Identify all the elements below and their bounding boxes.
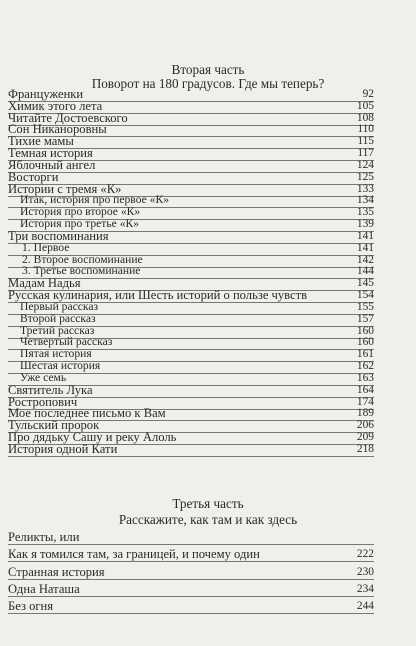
toc-entry xyxy=(8,530,374,544)
toc-entry-title: Пятая история xyxy=(20,347,92,361)
toc-entry-title: Восторги xyxy=(8,169,59,184)
toc-entry-title: Как я томился там, за границей, и почему один xyxy=(8,547,260,562)
toc-entry-title: Итак, история про первое «К» xyxy=(20,193,169,207)
toc-entry-title: Шестая история xyxy=(20,359,101,373)
toc-underline xyxy=(8,544,374,545)
toc-entry-page: 135 xyxy=(356,206,374,219)
toc-underline xyxy=(8,579,374,580)
toc-entry-page: 117 xyxy=(357,147,374,160)
toc-entry-page: 244 xyxy=(356,600,374,613)
toc-entry-title: Тульский пророк xyxy=(8,418,100,433)
toc-entry-title: 3. Третье воспоминание xyxy=(22,264,141,278)
toc-entry-page: 142 xyxy=(356,253,374,266)
toc-entry-page: 160 xyxy=(356,336,374,349)
toc-entry-title: История одной Кати xyxy=(8,441,118,456)
toc-entry-title: Русская кулинария, или Шесть историй о пользе чувств xyxy=(8,288,308,303)
toc-entry-page: 92 xyxy=(362,88,374,100)
toc-entry xyxy=(8,442,374,456)
toc-underline xyxy=(8,561,374,562)
toc-entry-page: 145 xyxy=(356,277,374,290)
toc-underline xyxy=(8,456,374,457)
toc-entry-page: 164 xyxy=(356,383,374,396)
toc-entry-page: 141 xyxy=(356,229,374,242)
toc-entry xyxy=(8,599,374,613)
toc-entry-title: Одна Наташа xyxy=(8,581,80,596)
toc-underline xyxy=(8,613,374,614)
toc-entry-page: 139 xyxy=(356,218,374,231)
toc-entry-page: 125 xyxy=(356,170,374,183)
toc-entry-title: Сон Никаноровны xyxy=(8,122,107,137)
toc-entry-title: Тихие мамы xyxy=(8,134,74,149)
toc-entry-title: 1. Первое xyxy=(22,240,70,254)
toc-entry xyxy=(8,547,374,561)
toc-entry-title: Француженки xyxy=(8,87,84,101)
part3-heading: Третья часть xyxy=(172,496,244,511)
toc-entry-page: 144 xyxy=(356,265,374,278)
toc-entry-page: 110 xyxy=(357,123,374,136)
toc-entry-title: История про второе «К» xyxy=(20,205,141,219)
toc-entry-title: 2. Второе воспоминание xyxy=(22,252,143,266)
part2-subtitle: Поворот на 180 градусов. Где мы теперь? xyxy=(91,76,325,91)
toc-entry-page: 157 xyxy=(356,312,374,325)
toc-entry-title: Святитель Лука xyxy=(8,382,93,397)
toc-entry-title: Первый рассказ xyxy=(20,299,99,313)
toc-entry-title: История про третье «К» xyxy=(20,217,140,231)
toc-entry-page: 230 xyxy=(356,565,374,578)
toc-entry-title: Темная история xyxy=(8,146,93,161)
toc-entry-page: 155 xyxy=(356,300,374,313)
toc-entry-title: Уже семь xyxy=(20,370,67,384)
toc-entry-title: Четвертый рассказ xyxy=(20,335,113,349)
toc-entry-page: 154 xyxy=(356,289,374,302)
toc-entry-title: Мое последнее письмо к Вам xyxy=(8,406,166,421)
toc-entry-title: Читайте Достоевского xyxy=(8,110,128,125)
toc-entry xyxy=(8,565,374,579)
toc-entry xyxy=(8,582,374,596)
toc-entry-page: 218 xyxy=(356,442,374,455)
toc-entry-page: 206 xyxy=(356,419,374,432)
toc-entry-title: Химик этого лета xyxy=(8,98,103,113)
toc-entry-page: 174 xyxy=(356,395,374,408)
toc-entry-page: 108 xyxy=(356,111,374,124)
toc-entry-page: 141 xyxy=(356,241,374,254)
toc-entry-page: 160 xyxy=(356,324,374,337)
toc-entry-title: Яблочный ангел xyxy=(8,157,96,172)
toc-entry-page: 115 xyxy=(357,135,374,148)
toc-entry-page: 189 xyxy=(356,407,374,420)
toc-entry-page: 161 xyxy=(356,348,374,361)
toc-entry-title: Мадам Надья xyxy=(8,276,81,291)
toc-entry-title: Без огня xyxy=(8,599,54,614)
toc-entry-page: 124 xyxy=(356,158,374,171)
toc-entry-page: 162 xyxy=(356,360,374,373)
toc-entry-title: Второй рассказ xyxy=(20,311,96,325)
toc-entry-page: 105 xyxy=(356,99,374,112)
toc-entry-page: 222 xyxy=(356,548,374,561)
toc-entry-title: Три воспоминания xyxy=(8,228,109,243)
toc-entry-title: Про дядьку Сашу и реку Алоль xyxy=(8,430,177,445)
toc-entry-title: Странная история xyxy=(8,564,105,579)
toc-underline xyxy=(8,596,374,597)
part3-subtitle: Расскажите, как там и как здесь xyxy=(118,512,298,527)
toc-entry-page: 209 xyxy=(356,431,374,444)
toc-entry-title: Истории с тремя «К» xyxy=(8,181,122,196)
toc-entry-title: Третий рассказ xyxy=(20,323,95,337)
toc-entry-title: Реликты, или xyxy=(8,530,80,544)
toc-entry-title: Ростропович xyxy=(8,394,78,409)
part2-heading: Вторая часть xyxy=(171,62,245,77)
toc-entry-page: 163 xyxy=(356,371,374,384)
toc-entry-page: 133 xyxy=(356,182,374,195)
toc-entry-page: 234 xyxy=(356,582,374,595)
toc-entry-page: 134 xyxy=(356,194,374,207)
